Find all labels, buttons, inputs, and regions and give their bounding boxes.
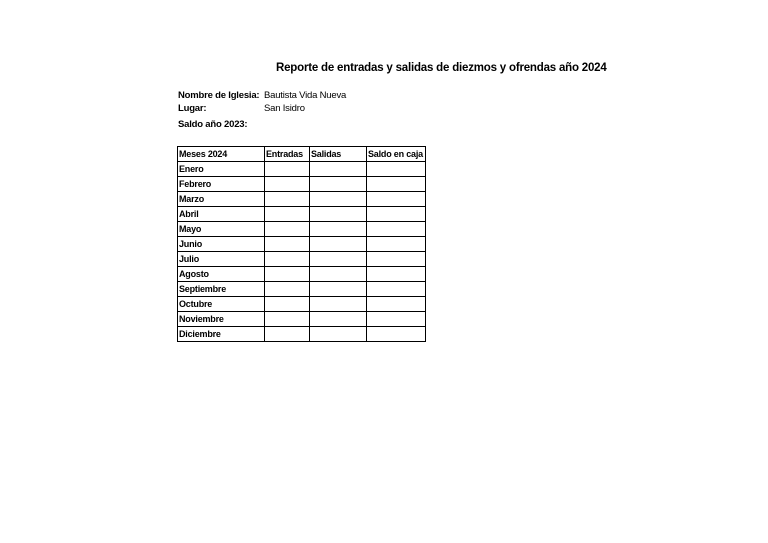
table-header-row	[178, 147, 426, 162]
header-months: Meses 2024	[178, 147, 265, 162]
month-cell: Mayo	[178, 222, 265, 237]
salidas-cell	[310, 267, 367, 282]
saldo-cell	[367, 297, 426, 312]
month-cell: Octubre	[178, 297, 265, 312]
table-row	[178, 222, 426, 237]
header-entradas: Entradas	[265, 147, 310, 162]
table-row	[178, 192, 426, 207]
table-row	[178, 282, 426, 297]
month-cell: Abril	[178, 207, 265, 222]
header-salidas: Salidas	[310, 147, 367, 162]
table-row	[178, 312, 426, 327]
saldo-cell	[367, 312, 426, 327]
entradas-cell	[265, 282, 310, 297]
balance-2023-label: Saldo año 2023:	[178, 119, 248, 130]
salidas-cell	[310, 237, 367, 252]
place-value: San Isidro	[264, 103, 305, 114]
month-cell: Julio	[178, 252, 265, 267]
salidas-cell	[310, 282, 367, 297]
report-table	[177, 146, 426, 342]
salidas-cell	[310, 327, 367, 342]
salidas-cell	[310, 177, 367, 192]
entradas-cell	[265, 312, 310, 327]
table-row	[178, 327, 426, 342]
table-row	[178, 252, 426, 267]
salidas-cell	[310, 162, 367, 177]
header-saldo: Saldo en caja	[367, 147, 426, 162]
month-cell: Febrero	[178, 177, 265, 192]
month-cell: Agosto	[178, 267, 265, 282]
salidas-cell	[310, 192, 367, 207]
month-cell: Diciembre	[178, 327, 265, 342]
entradas-cell	[265, 177, 310, 192]
saldo-cell	[367, 282, 426, 297]
entradas-cell	[265, 162, 310, 177]
salidas-cell	[310, 207, 367, 222]
entradas-cell	[265, 237, 310, 252]
saldo-cell	[367, 267, 426, 282]
saldo-cell	[367, 162, 426, 177]
table-row	[178, 162, 426, 177]
entradas-cell	[265, 252, 310, 267]
saldo-cell	[367, 237, 426, 252]
entradas-cell	[265, 267, 310, 282]
saldo-cell	[367, 327, 426, 342]
month-cell: Marzo	[178, 192, 265, 207]
saldo-cell	[367, 252, 426, 267]
salidas-cell	[310, 312, 367, 327]
month-cell: Junio	[178, 237, 265, 252]
entradas-cell	[265, 222, 310, 237]
salidas-cell	[310, 297, 367, 312]
place-label: Lugar:	[178, 103, 207, 114]
month-cell: Noviembre	[178, 312, 265, 327]
month-cell: Septiembre	[178, 282, 265, 297]
salidas-cell	[310, 252, 367, 267]
saldo-cell	[367, 207, 426, 222]
saldo-cell	[367, 222, 426, 237]
entradas-cell	[265, 327, 310, 342]
month-cell: Enero	[178, 162, 265, 177]
saldo-cell	[367, 192, 426, 207]
entradas-cell	[265, 297, 310, 312]
saldo-cell	[367, 177, 426, 192]
table-row	[178, 177, 426, 192]
salidas-cell	[310, 222, 367, 237]
church-name-label: Nombre de Iglesia:	[178, 90, 260, 101]
table-row	[178, 267, 426, 282]
entradas-cell	[265, 192, 310, 207]
table-row	[178, 297, 426, 312]
report-title: Reporte de entradas y salidas de diezmos y ofrendas año 2024	[276, 62, 607, 74]
table-row	[178, 237, 426, 252]
table-row	[178, 207, 426, 222]
church-name-value: Bautista Vida Nueva	[264, 90, 347, 101]
entradas-cell	[265, 207, 310, 222]
